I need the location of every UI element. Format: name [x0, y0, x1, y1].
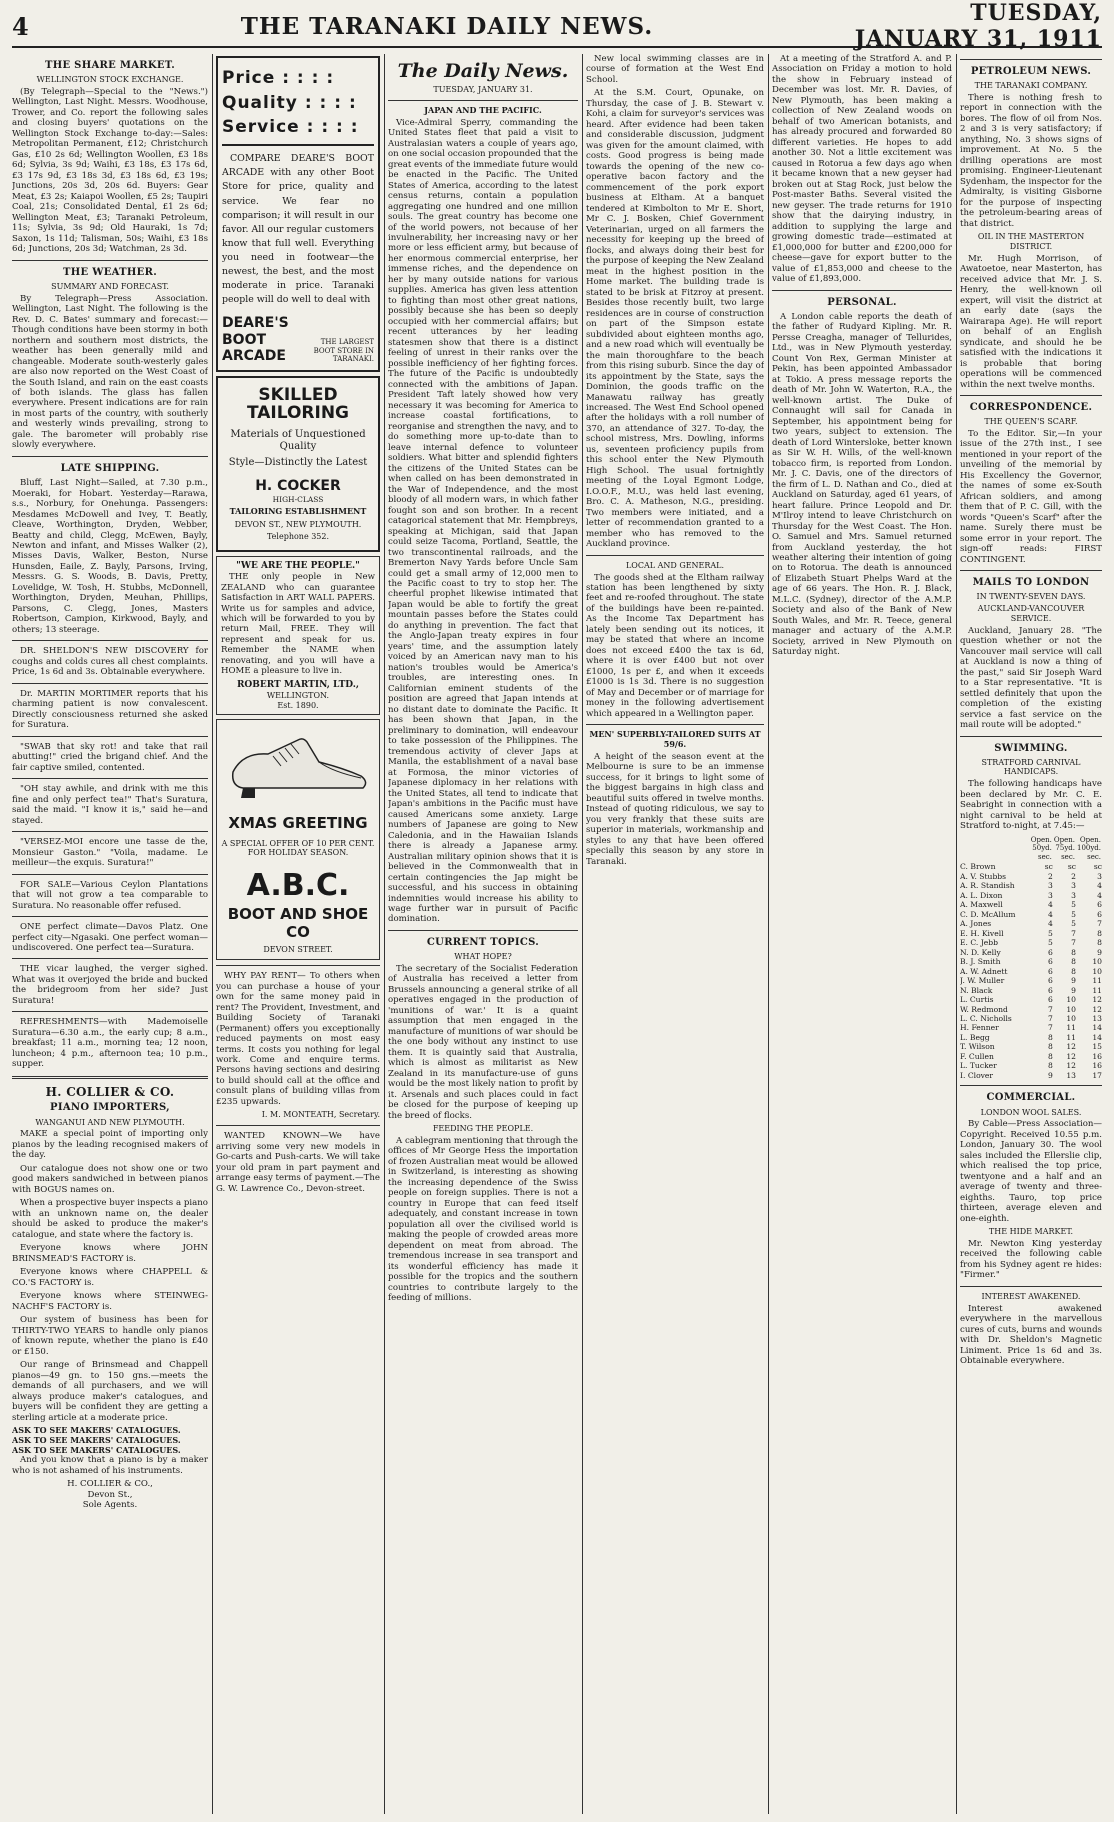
- menswear-body: A height of the season event at the Melbourne is sure to be an immense success, for it brings to light some of the biggest bargains in high class and beautiful suits offered in twelve months. Instead of quoting ridiculous, we say to you very frankly that these suits are superior in materials, workmanship and styles to any that have been offered specially this season by any store in Taranaki.: [586, 751, 764, 867]
- handicap-value: 5: [1071, 900, 1076, 910]
- handicap-value: 4: [1048, 919, 1053, 929]
- divider: [12, 958, 208, 959]
- xmas-greeting-heading: XMAS GREETING: [228, 814, 368, 833]
- handicap-value: 11: [1066, 1023, 1076, 1033]
- swimmer-name: J. W. Muller: [960, 976, 1005, 986]
- handicap-value: 17: [1092, 1070, 1102, 1080]
- mails-subheading-2: AUCKLAND-VANCOUVER SERVICE.: [977, 604, 1085, 623]
- swimming-subheading: STRATFORD CARNIVAL HANDICAPS.: [981, 757, 1081, 777]
- share-market-heading: THE SHARE MARKET.: [44, 60, 176, 71]
- price-heading: Price : : : :: [222, 68, 335, 88]
- handicap-value: 12: [1066, 1061, 1076, 1071]
- petroleum-subheading: THE TARANAKI COMPANY.: [974, 81, 1088, 91]
- table-row: [960, 1014, 1102, 1023]
- column-2: [216, 54, 380, 1814]
- swimmer-name: A. L. Dixon: [960, 890, 1003, 900]
- divider: [12, 260, 208, 261]
- cocker-address: DEVON ST., NEW PLYMOUTH.: [234, 519, 362, 529]
- handicap-value: 8: [1097, 938, 1102, 948]
- personal-body: A London cable reports the death of the father of Rudyard Kipling. Mr. R. Persse Creagha, manager of Tellurides, Ltd., was in New Plymouth yesterday. Count Von Rex, German Minister at Pekin, has been appointed Ambassador at Tokio. A press message reports the death of Mr. John W. Waterton, R.A., the well-known artist. The Duke of Connaught will sail for Canada in September, his appointment being for two years, subject to extension. The death of Lord Wintersloke, better known as Sir W. H. Wills, of the well-known tobacco firm, is reported from London. Mr. J. C. Davis, one of the directors of the firm of L. D. Nathan and Co., died at Auckland on Saturday, aged 61 years, of heart failure. Prince Leopold and Dr. M'Ilroy intend to leave Christchurch on Thursday for the West Coast. The Hon. O. Samuel and Mrs. Samuel returned from Auckland yesterday, the hot weather altering their intention of going on to Rotorua. The death is announced of Elizabeth Stuart Phelps Ward at the age of 66 years. The Hon. R. J. Black, M.L.C. (Sydney), director of the A.M.P. Society and also of the Bank of New South Wales, and Mr. R. Teece, general manager and actuary of the A.M.P. Society, arrived in New Plymouth on Saturday night.: [772, 311, 952, 658]
- handicap-value: 7: [1048, 1014, 1053, 1023]
- personal-heading: PERSONAL.: [827, 296, 897, 308]
- editorial-headline: JAPAN AND THE PACIFIC.: [424, 104, 542, 115]
- handicap-value: 8: [1071, 947, 1076, 957]
- rent-advert-signature: I. M. MONTEATH, Secretary.: [261, 1110, 380, 1120]
- swimmer-name: L. Curtis: [960, 995, 994, 1005]
- wool-sales-subheading: LONDON WOOL SALES.: [980, 1107, 1082, 1117]
- handicap-value: 14: [1092, 1032, 1102, 1042]
- swimming-intro: The following handicaps have been declared by Mr. C. E. Seabright in connection with a night carnival to be held at Stratford to-night, at 7.45:—: [960, 779, 1102, 832]
- abc-address: DEVON STREET.: [263, 945, 333, 955]
- table-row: [960, 862, 1102, 871]
- swimmer-name: B. J. Smith: [960, 957, 1001, 967]
- handicap-value: 7: [1048, 1023, 1053, 1033]
- handicap-value: 2: [1048, 871, 1053, 881]
- current-topics-body: The secretary of the Socialist Federation of Australia has received a letter from Brussels announcing a general strike of all operatives engaged in the production of 'munitions of war.' It is a quaint assumption that men engaged in the manufacture of munitions of war should be the one body without any instinct to use them. It is quaintly said that Australia, which is almost as militarist as New Zealand in its manufacture-use of guns would be the most likely nation to profit by it. Arsenals and such places could in fact be closed for the purpose of keeping up the breed of flocks.: [388, 963, 578, 1121]
- handicap-value: 7: [1071, 938, 1076, 948]
- swimmer-name: C. D. McAllum: [960, 909, 1016, 919]
- mails-heading: MAILS TO LONDON: [972, 577, 1090, 589]
- divider: [12, 778, 208, 779]
- swimming-table: [960, 835, 1102, 1081]
- handicap-value: sc: [1044, 862, 1053, 872]
- swimmer-name: L. Begg: [960, 1032, 990, 1042]
- handicap-value: 7: [1071, 928, 1076, 938]
- divider: [586, 724, 764, 725]
- swimmer-name: I. Clover: [960, 1070, 994, 1080]
- cocker-text-3: HIGH-CLASS: [272, 494, 324, 504]
- handicap-value: 4: [1048, 909, 1053, 919]
- petroleum-body: There is nothing fresh to report in connection with the bores. The flow of oil from Nos. 2 and 3 is very satisfactory; if anything, No. 3 shows signs of improvement. At No. 5 the drilling operations are most promising. Engineer-Lieutenant Sydenham, the inspector for the Admiralty, is visiting Gisborne for the purpose of inspecting the petroleum-bearing areas of that district.: [960, 92, 1102, 229]
- swimmer-name: A. R. Standish: [960, 881, 1015, 891]
- swimmer-name: A. W. Adnett: [960, 966, 1008, 976]
- handicap-value: 5: [1048, 938, 1053, 948]
- table-row: [960, 881, 1102, 890]
- divider: [960, 395, 1102, 396]
- correspondence-subheading: THE QUEEN'S SCARF.: [984, 417, 1078, 427]
- handicap-value: 7: [1048, 1004, 1053, 1014]
- handicap-value: 15: [1092, 1042, 1102, 1052]
- feeding-body: A cablegram mentioning that through the offices of Mr George Hess the importation of frozen Australian meat would be allowed in Switzerland, is interesting as showing the increasing dependence of the Swiss people on foreign supplies. There is not a country in Europe that can feed itself adequately, and constant increase in town population all over the civilised world is making the people of crowded areas more dependent on meat from abroad. The tremendous increase in sea transport and its wonderful efficiency has made it possible for the tropics and the southern countries to contribute largely to the feeding of millions.: [388, 1135, 578, 1304]
- sheldon-advert: DR. SHELDON'S NEW DISCOVERY for coughs and colds cures all chest complaints. Price, 1s 6d and 3s. Obtainable everywhere.: [12, 646, 208, 678]
- cocker-telephone: Telephone 352.: [266, 532, 330, 542]
- handicap-value: 6: [1048, 995, 1053, 1005]
- table-row: [960, 1061, 1102, 1070]
- deare-text: COMPARE DEARE'S BOOT ARCADE with any other Boot Store for price, quality and service. We fear no comparison; it will result in our favor. All our regular customers know that full well. Everything you need in footwear—the newest, the best, and the most moderate in price. Taranaki people will do well to deal with: [222, 153, 374, 306]
- masthead: [12, 0, 1102, 52]
- menswear-heading: MEN' SUPERBLY-TAILORED SUITS AT 59/6.: [589, 729, 761, 750]
- swimmer-name: A. Maxwell: [960, 900, 1003, 910]
- table-row: [960, 995, 1102, 1004]
- table-row: [960, 967, 1102, 976]
- column-1: [12, 54, 208, 1814]
- collier-text-7: Our system of business has been for THIRTY-TWO YEARS to handle only pianos of known repute, whether the piano is £40 or £150.: [12, 1315, 208, 1357]
- column-3: [388, 54, 578, 1814]
- column-rule: [582, 54, 583, 1814]
- swimmer-name: W. Redmond: [960, 1004, 1008, 1014]
- handicap-value: 12: [1092, 995, 1102, 1005]
- newspaper-title: THE TARANAKI DAILY NEWS.: [240, 12, 654, 40]
- handicap-value: 14: [1092, 1023, 1102, 1033]
- swimmer-name: E. C. Jebb: [960, 938, 998, 948]
- table-row: [960, 938, 1102, 947]
- suratura-advert-3: "OH stay awhile, and drink with me this fine and only perfect tea!" That's Suratura, said the maid. "I know it is," said he—and stayed.: [12, 784, 208, 826]
- people-text: THE only people in New ZEALAND who can guarantee Satisfaction in ART WALL PAPERS. Write us for samples and advice, which will be forwarded to you by return Mail, FREE. They will represent and speak for us. Remember the NAME when renovating, and you will have a HOME a pleasure to live in.: [221, 572, 375, 677]
- handicap-value: 8: [1048, 1061, 1053, 1071]
- mails-body: Auckland, January 28. "The question whether or not the Vancouver mail service will call at Auckland is now a thing of the past," said Sir Joseph Ward to a Star representative. "It is settled definitely that upon the completion of the existing service a fast service on the mail route will be adopted.": [960, 625, 1102, 731]
- handicap-value: 12: [1066, 1051, 1076, 1061]
- deare-tagline: THE LARGEST BOOT STORE IN TARANAKI.: [313, 338, 374, 364]
- swimmer-name: C. Brown: [960, 862, 996, 872]
- divider: [388, 930, 578, 931]
- handicap-value: 5: [1048, 928, 1053, 938]
- divider: [586, 555, 764, 556]
- handicap-value: 9: [1071, 976, 1076, 986]
- handicap-value: 8: [1071, 966, 1076, 976]
- swim-col-header: Open. 50yd. sec.: [1030, 835, 1052, 861]
- handicap-value: 6: [1048, 985, 1053, 995]
- divider: [216, 1125, 380, 1126]
- divider: [960, 59, 1102, 60]
- cocker-text-2: Style—Distinctly the Latest: [228, 457, 368, 469]
- local-intro: New local swimming classes are in course of formation at the West End School.: [586, 54, 764, 85]
- handicap-value: 16: [1092, 1061, 1102, 1071]
- handicap-value: sc: [1067, 862, 1076, 872]
- swimmer-name: E. H. Kivell: [960, 928, 1004, 938]
- column-4: [586, 54, 764, 1814]
- table-row: [960, 872, 1102, 881]
- handicap-value: 4: [1097, 881, 1102, 891]
- handicap-value: 8: [1097, 928, 1102, 938]
- divider: [960, 1286, 1102, 1287]
- handicap-value: 12: [1066, 1042, 1076, 1052]
- table-row: [960, 929, 1102, 938]
- deare-advert: [216, 56, 380, 372]
- editorial-date: TUESDAY, JANUARY 31.: [433, 85, 533, 95]
- handicap-value: 13: [1092, 1014, 1102, 1023]
- page-number: 4: [12, 11, 29, 41]
- divider: [12, 683, 208, 684]
- collier-ask-1: ASK TO SEE MAKERS' CATALOGUES.: [12, 1425, 181, 1435]
- table-row: [960, 1071, 1102, 1080]
- collier-text-5: Everyone knows where CHAPPELL & CO.'S FACTORY is.: [12, 1267, 208, 1288]
- abc-name: A.B.C.: [246, 868, 350, 904]
- divider: [388, 100, 578, 101]
- collier-text-2: Our catalogue does not show one or two good makers sandwiched in between pianos with BOGUS names on.: [12, 1163, 208, 1195]
- handicap-value: 3: [1097, 871, 1102, 881]
- handicap-value: 6: [1048, 957, 1053, 967]
- shipping-heading: LATE SHIPPING.: [60, 462, 160, 474]
- divider: [216, 965, 380, 966]
- swimming-heading: SWIMMING.: [994, 742, 1068, 754]
- collier-subtitle: PIANO IMPORTERS,: [50, 1102, 170, 1114]
- collier-text-6: Everyone knows where STEINWEG-NACHF'S FACTORY is.: [12, 1291, 208, 1312]
- handicap-value: 10: [1066, 1014, 1076, 1023]
- handicap-value: 16: [1092, 1051, 1102, 1061]
- feeding-heading: FEEDING THE PEOPLE.: [432, 1124, 534, 1134]
- cocker-text-1: Materials of Unquestioned Quality: [230, 429, 366, 453]
- deare-name: DEARE'S BOOT ARCADE: [222, 315, 289, 364]
- swimmer-name: N. D. Kelly: [960, 947, 1001, 957]
- handicap-value: 6: [1097, 909, 1102, 919]
- rent-advert-text: WHY PAY RENT— To others when you can purchase a house of your own for the same money paid in rent? The Provident, Investment, and Building Society of Taranaki (Permanent) offers you exceptionally reduced payments on most easy terms. It costs you nothing for legal work. Come and enquire terms. Persons having sections and desiring to build should call at the office and consult plans of building villas from £235 upwards.: [216, 971, 380, 1107]
- collier-name: H. COLLIER & CO.: [45, 1084, 175, 1099]
- divider: [12, 831, 208, 832]
- table-row: [960, 891, 1102, 900]
- suratura-advert-5: FOR SALE—Various Ceylon Plantations that will not grow a tea comparable to Suratura. No reasonable offer refused.: [12, 879, 208, 911]
- cocker-name: H. COCKER: [255, 477, 341, 494]
- people-heading: "WE ARE THE PEOPLE.": [236, 561, 360, 572]
- handicap-value: 13: [1066, 1070, 1076, 1080]
- handicap-value: 3: [1071, 881, 1076, 891]
- hide-market-body: Mr. Newton King yesterday received the following cable from his Sydney agent re hides: "Firmer.": [960, 1238, 1102, 1281]
- collier-signature-2: Devon St.,: [87, 1489, 133, 1500]
- commercial-heading: COMMERCIAL.: [986, 1092, 1076, 1104]
- editorial-nameplate: The Daily News.: [397, 60, 569, 82]
- handicap-value: 9: [1097, 947, 1102, 957]
- table-row: [960, 1023, 1102, 1032]
- table-row: [960, 900, 1102, 909]
- handicap-value: 10: [1092, 966, 1102, 976]
- masterton-body: Mr. Hugh Morrison, of Awatoetoe, near Masterton, has received advice that Mr. J. S. Henry, the well-known oil expert, will visit the district at an early date (says the Wairarapa Age). He will report on behalf of an English syndicate, and should he be satisfied with the indications it is probable that boring operations will be commenced within the next twelve months.: [960, 253, 1102, 390]
- correspondence-body: To the Editor. Sir,—In your issue of the 27th inst., I see mentioned in your report of the unveiling of the memorial by His Excellency the Governor, the names of some ex-South African soldiers, and among them that of P. C. Gill, with the words "Queen's Scarf" after the name. Surely there must be some error in your report. The sign-off reads: FIRST CONTINGENT.: [960, 428, 1102, 565]
- divider: [12, 640, 208, 641]
- swimming-table-body: [960, 862, 1102, 1080]
- news-body: At a meeting of the Stratford A. and P. Association on Friday a motion to hold the show in February instead of December was lost. Mr. R. Davies, of New Plymouth, has been making a collection of New Zealand woods on behalf of two American botanists, and has already procured and forwarded 80 different varieties. He hopes to add another 30. Not a little excitement was caused in Rotorua a few days ago when it became known that a new geyser had broken out at Stag Rock, just below the Post-master Baths. Several visited the new geyser. The trade returns for 1910 show that the dairying industry, in addition to supplying the large and growing domestic trade—estimated at £1,000,000 for butter and £200,000 for cheese—gave for export butter to the value of £1,853,000 and cheese to the value of £1,893,000.: [772, 54, 952, 285]
- skilled-tailoring-heading: SKILLED TAILORING: [246, 384, 350, 424]
- share-market-text: (By Telegraph—Special to the "News.") Wellington, Last Night. Messrs. Woodhouse, Trower, and Co. report the following sales and closing buyers' quotations on the Wellington Stock Exchange to-day:—Sales: Metropolitan Permanent, £12; Christchurch Gas, £10 2s 6d; Wellington Woollen, £3 18s 6d; Sylvia, 3s 9d; Waihi, £3 18s, £3 17s 6d, £3 17s 9d, £3 18s 3d, £3 18s 6d, £3 19s; Junctions, 20s 3d, 20s 6d. Buyers: Gear Meat, £3 2s; Kaiapoi Woollen, £5 2s; Taupiri Coal, 21s; Consolidated Dental, £1 2s 6d; Wellington Meat, £3; Taranaki Petroleum, 11s; Sylvia, 3s 9d; Old Hauraki, 1s 7d; Saxon, 1s 11d; Talisman, 50s; Waihi, £3 18s 6d; Junctions, 20s 3d; Watchman, 2s 3d.: [12, 86, 208, 255]
- current-topics-subheading: WHAT HOPE?: [454, 952, 512, 962]
- editorial-body: Vice-Admiral Sperry, commanding the United States fleet that paid a visit to Australasian waters a couple of years ago, on one social occasion propounded that the great events of the immediate future would be enacted in the Pacific. The United States of America, according to the latest census returns, contain a population aggregating one hundred and one million souls. The great country has become one of the world powers, not because of her invulnerability, her increasing navy or her more or less efficient army, but because of her enormous commercial enterprise, her immense riches, and the dependence on her by many outside nations for various supplies. America has given less attention to fighting than most other great nations, possibly because she has been so deeply occupied with her commercial affairs; but recent utterances by her leading statesmen show that there is a distinct feeling of unrest in their ranks over the possible inefficiency of her fighting forces. The future of the Pacific is undoubtedly connected with the ambitions of Japan. President Taft lately showed how very necessary it was becoming for America to increase coastal fortifications, to reorganise and strengthen the navy, and to do something more up-to-date than to leave internal defence to volunteer soldiers. What bitter and splendid fighters the citizens of the United States can be when called on has been demonstrated in the War of Independence, and the most bloody of all modern wars, in which father fought son and son brother. In a recent catagorical statement that Mr. Hempbreys, speaking at Michigan, said that Japan could seize Tacoma, Portland, Seattle, the two transcontinental railroads, and the Bremerton Navy Yards before Uncle Sam could get a small army of 12,000 men to the Pacific coast to try to stop her. The cheerful prophet likewise intimated that Japan would be able to fortify the great mountain passes before the States could do anything in prevention. The fact that the Anglo-Japan treaty expires in four years' time, and the assumption lately voiced by an American navy man to his nation's troubles would be America's troubles, are interesting ones. In Californian eminent students of the position are agreed that Japan intends at no distant date to dominate the Pacific. It has been shown that Japan, in the preliminary to domination, will endeavour to take possession of the Philippines. The tremendous activity of clever Japs at Manila, the establishment of a naval base at Formosa, the minor victories of Japanese diplomacy in her relations with the United States, all tend to indicate that Japan's ambitions in the Pacific must have caused Americans some anxiety. Large numbers of Japanese are going to New Caledonia, and in the Hawaiian Islands there is already a Japanese army. Australian military opinion shows that it is believed in the Commonwealth that in certain contingencies the Jap might be successful, and his success in obtaining indemnities would increase his ability to wage further war in pursuit of Pacific domination.: [388, 117, 578, 925]
- collier-ask-2: ASK TO SEE MAKERS' CATALOGUES.: [12, 1434, 181, 1445]
- handicap-value: 10: [1066, 995, 1076, 1005]
- swim-col-header: Open. 100yd. sec.: [1076, 835, 1102, 861]
- shoe-illustration: [223, 732, 373, 802]
- handicap-value: 9: [1071, 985, 1076, 995]
- divider: [960, 570, 1102, 571]
- column-rule: [956, 54, 957, 1814]
- collier-text-1: MAKE a special point of importing only pianos by the leading recognised makers of the day.: [12, 1129, 208, 1161]
- table-row: [960, 1033, 1102, 1042]
- robert-martin-name: ROBERT MARTIN, LTD.,: [236, 679, 360, 690]
- table-row: [960, 919, 1102, 928]
- divider: [12, 874, 208, 875]
- divider: [772, 290, 952, 291]
- handicap-value: 8: [1071, 957, 1076, 967]
- collier-text-3: When a prospective buyer inspects a piano with an unknown name on, the dealer should be asked to produce the maker's catalogue, and state where the factory is.: [12, 1198, 208, 1240]
- collier-town: WANGANUI AND NEW PLYMOUTH.: [35, 1117, 185, 1127]
- abc-boot-advert: [216, 719, 380, 960]
- weather-heading: THE WEATHER.: [63, 266, 157, 278]
- mails-subheading: IN TWENTY-SEVEN DAYS.: [976, 592, 1086, 602]
- handicap-value: 7: [1097, 919, 1102, 929]
- collier-text-9: And you know that a piano is by a maker who is not ashamed of his instruments.: [12, 1455, 208, 1476]
- divider: [12, 1011, 208, 1012]
- correspondence-heading: CORRESPONDENCE.: [969, 402, 1093, 414]
- collier-signature-3: Sole Agents.: [82, 1500, 138, 1511]
- swimmer-name: H. Fenner: [960, 1023, 999, 1033]
- handicap-value: 3: [1071, 890, 1076, 900]
- collier-signature-1: H. COLLIER & CO.,: [67, 1479, 153, 1490]
- column-6: [960, 54, 1102, 1814]
- handicap-value: 5: [1071, 909, 1076, 919]
- handicap-value: 11: [1092, 976, 1102, 986]
- table-row: [960, 1052, 1102, 1061]
- handicap-value: 10: [1092, 957, 1102, 967]
- handicap-value: 5: [1071, 919, 1076, 929]
- local-general-body: The goods shed at the Eltham railway station has been lengthened by sixty feet and re-roofed throughout. The state of the buildings have been re-painted. As the Income Tax Department has lately been sending out its notices, it may be stated that where an income does not exceed £400 the tax is 6d, where it is over £400 but not over £1000, 1s per £, and when it exceeds £1000 is 1s 3d. There is no suggestion of May and December or of marriage for money in the following advertisement which appeared in a Wellington paper.: [586, 572, 764, 719]
- abc-company: BOOT AND SHOE CO: [227, 904, 369, 942]
- weather-subheading: SUMMARY AND FORECAST.: [51, 281, 169, 291]
- weather-text: By Telegraph—Press Association. Wellington, Last Night. The following is the Rev. D. C. Bates' summary and forecast:—Though conditions have been stormy in both northern and southern most districts, the weather has been generally mild and changeable. Moderate south-westerly gales are also now reported on the West Coast of the South Island, and rain on the east coasts of both islands. The glass has fallen everywhere. Present indications are for rain in most parts of the country, with southerly and westerly winds prevailing, strong to gale. The barometer will probably rise slowly everywhere.: [12, 293, 208, 451]
- hide-market-subheading: THE HIDE MARKET.: [988, 1227, 1074, 1237]
- swimmer-name: L. Tucker: [960, 1061, 997, 1071]
- column-rule: [768, 54, 769, 1814]
- handicap-value: 2: [1071, 871, 1076, 881]
- share-market-subheading: WELLINGTON STOCK EXCHANGE.: [36, 75, 184, 85]
- cocker-text-4: TAILORING ESTABLISHMENT: [229, 505, 367, 516]
- divider: [12, 1076, 208, 1079]
- handicap-value: 11: [1066, 1032, 1076, 1042]
- collier-text-8: Our range of Brinsmead and Chappell pianos—49 gn. to 150 gns.—meets the demands of all purchasers, and we will always produce maker's catalogues, and buyers will be confident they are getting a sterling article at a moderate price.: [12, 1360, 208, 1423]
- interest-subheading: INTEREST AWAKENED.: [981, 1291, 1081, 1301]
- divider: [12, 916, 208, 917]
- swimmer-name: F. Cullen: [960, 1051, 994, 1061]
- column-rule: [384, 54, 385, 1814]
- handicap-value: 3: [1048, 890, 1053, 900]
- cocker-advert: [216, 376, 380, 552]
- robert-martin-advert: [216, 556, 380, 715]
- handicap-value: 6: [1048, 976, 1053, 986]
- table-row: [960, 986, 1102, 995]
- collier-ask-3: ASK TO SEE MAKERS' CATALOGUES.: [12, 1444, 181, 1455]
- swimmer-name: T. Wilson: [960, 1042, 995, 1052]
- table-row: [960, 976, 1102, 985]
- handicap-value: sc: [1093, 862, 1102, 872]
- local-general-heading: LOCAL AND GENERAL.: [625, 560, 725, 570]
- current-topics-heading: CURRENT TOPICS.: [426, 936, 540, 948]
- service-heading: Service : : : :: [222, 117, 359, 138]
- handicap-value: 12: [1092, 1004, 1102, 1014]
- wanted-advert-text: WANTED KNOWN—We have arriving some very new models in Go-carts and Push-carts. We will take your old pram in part payment and arrange easy terms of payment.—The G. W. Lawrence Co., Devon-street.: [216, 1131, 380, 1194]
- handicap-value: 8: [1048, 1032, 1053, 1042]
- columns: [12, 54, 1102, 1814]
- wool-sales-body: By Cable—Press Association—Copyright. Received 10.55 p.m. London, January 30. The wool sales included the Ellerslie clip, which realised the top price, twentyone and a half and an average of twenty and three-eighths. Tauro, top price thirteen, average eleven and one-eighth.: [960, 1119, 1102, 1224]
- handicap-value: 6: [1097, 900, 1102, 910]
- issue-date: TUESDAY, JANUARY 31, 1911: [854, 0, 1102, 52]
- xmas-offer: A SPECIAL OFFER OF 10 PER CENT. FOR HOLIDAY SEASON.: [221, 838, 375, 858]
- swimmer-name: A. V. Stubbs: [960, 871, 1007, 881]
- divider: [960, 1085, 1102, 1086]
- interest-body: Interest awakened everywhere in the marvellous cures of cuts, burns and wounds with Dr. Sheldon's Magnetic Liniment. Price 1s 6d and 3s. Obtainable everywhere.: [960, 1303, 1102, 1367]
- suratura-advert-6: ONE perfect climate—Davos Platz. One perfect city—Ngasaki. One perfect woman—undiscovered. One perfect tea—Suratura.: [12, 922, 208, 953]
- divider: [12, 456, 208, 457]
- table-row: [960, 948, 1102, 957]
- suratura-advert-1: Dr. MARTIN MORTIMER reports that his charming patient is now convalescent. Directly consciousness returned she asked for Suratura.: [12, 688, 208, 731]
- handicap-value: 3: [1048, 881, 1053, 891]
- swimmer-name: A. Jones: [960, 919, 992, 929]
- local-news-body: At the S.M. Court, Opunake, on Thursday, the case of J. B. Stewart v. Kohi, a claim for surveyor's services was heard. After evidence had been taken and considerable discussion, judgment was given for the amount claimed, with costs. Good progress is being made towards the opening of the new co-operative bacon factory and the commencement of the pork export business at Eltham. At a banquet tendered at Kimbolton to Mr E. Short, Mr C. J. Bosken, Chief Government Veterinarian, urged on all farmers the necessity for keeping up the breed of flocks, and always doing their best for the purpose of keeping the New Zealand meat in the highest position in the Home market. The building trade is stated to be brisk at Fitzroy at present. Besides those recently built, two large residences are in course of construction on part of the Simpson estate subdivided about eighteen months ago, and a new road which will eventually be the main thoroughfare to the beach from this rising suburb. Since the day of its appointment by the State, says the Dominion, the goods traffic on the Manawatu railway has greatly increased. The West End School opened after the holidays with a roll number of 370, an attendance of 327. To-day, the school mistress, Mrs. Dowling, informs us, seventeen proficiency pupils from this school enter the New Plymouth High School. The usual fortnightly meeting of the Loyal Egmont Lodge, I.O.O.F., M.U., was held last evening, Bro. C. A. Matheson, N.G., presiding. Two members were initiated, and a letter of recommendation granted to a member who has removed to the Auckland province.: [586, 88, 764, 550]
- table-row: [960, 1005, 1102, 1014]
- robert-martin-established: Est. 1890.: [277, 700, 319, 710]
- collier-text-4: Everyone knows where JOHN BRINSMEAD'S FACTORY is.: [12, 1243, 208, 1264]
- divider: [12, 736, 208, 737]
- column-rule: [212, 54, 213, 1814]
- table-row: [960, 910, 1102, 919]
- divider: [960, 736, 1102, 737]
- quality-heading: Quality : : : :: [222, 92, 357, 113]
- handicap-value: 8: [1048, 1051, 1053, 1061]
- swimmer-name: L. C. Nicholls: [960, 1014, 1012, 1023]
- table-row: [960, 957, 1102, 966]
- table-row: [960, 1042, 1102, 1051]
- swimmer-name: N. Black: [960, 985, 993, 995]
- handicap-value: 4: [1097, 890, 1102, 900]
- suratura-advert-8: REFRESHMENTS—with Mademoiselle Suratura—6.30 a.m., the early cup; 8 a.m., breakfast; 11 a.m., morning tea; 12 noon, luncheon; 4 p.m., afternoon tea; 10 p.m., supper.: [12, 1017, 208, 1070]
- handicap-value: 9: [1048, 1070, 1053, 1080]
- handicap-value: 11: [1092, 985, 1102, 995]
- handicap-value: 4: [1048, 900, 1053, 910]
- suratura-advert-4: "VERSEZ-MOI encore une tasse de the, Monsieur Gaston." "Voila, madame. Le meilleur—the exquis. Suratura!": [12, 837, 208, 869]
- suratura-advert-7: THE vicar laughed, the verger sighed. What was it overjoyed the bride and bucked the bridegroom from her side? Just Suratura!: [12, 964, 208, 1006]
- handicap-value: 6: [1048, 966, 1053, 976]
- handicap-value: 10: [1066, 1004, 1076, 1014]
- swim-col-header: Open. 75yd. sec.: [1053, 835, 1075, 861]
- shipping-text: Bluff, Last Night—Sailed, at 7.30 p.m., Moeraki, for Hobart. Yesterday—Rarawa, s.s., Norbury, for Onehunga. Passengers: Mesdames McDowell and Ivey, T. Beatly, Cleave, Worthington, Dryden, Webber, Beatty and child, Clegg, McEwen, Bayly, Newton and infant, and Misses Walker (2), Misses Davis, Walker, Beston, Nurse Hunsden, Eaile, Z. Bayly, Parsons, Irving, Messrs. G. S. Woods, B. Davis, Pretty, Lovelidge, W. Tosh, H. Stubbs, McDonnell, Worthington, Dryden, Meuhan, Phillips, Parsons, C. Clegg, Jones, Masters Robertson, Campion, Kirkwood, Bayly, and others; 13 steerage.: [12, 478, 208, 635]
- handicap-value: 8: [1048, 1042, 1053, 1052]
- masterton-heading: OIL IN THE MASTERTON DISTRICT.: [977, 232, 1085, 251]
- suratura-advert-2: "SWAB that sky rot! and take that rail abutting!" cried the brigand chief. And the fair captive smiled, contented.: [12, 741, 208, 773]
- handicap-value: 6: [1048, 947, 1053, 957]
- column-5: [772, 54, 952, 1814]
- robert-martin-city: WELLINGTON.: [266, 690, 330, 700]
- petroleum-heading: PETROLEUM NEWS.: [970, 66, 1092, 77]
